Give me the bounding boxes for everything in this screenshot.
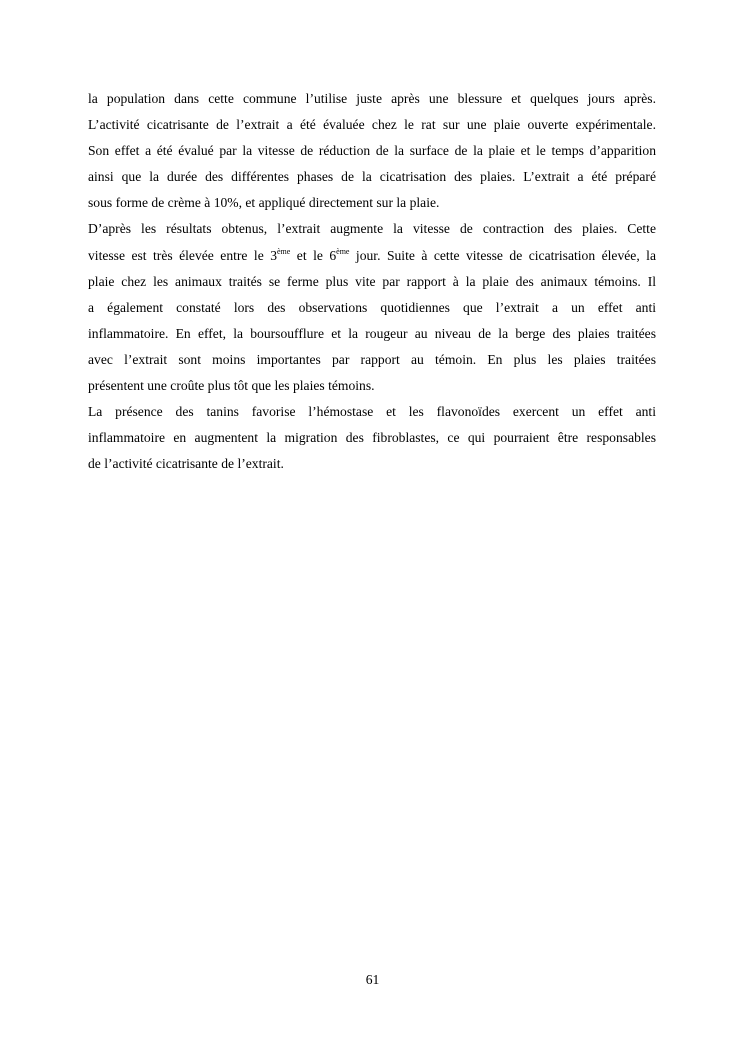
paragraph-3 (88, 399, 656, 477)
text-line: avec l’extrait sont moins importantes par rapport au témoin. En plus les plaies traitées (88, 351, 656, 367)
text-line: Son effet a été évalué par la vitesse de réduction de la surface de la plaie et le temps d’apparition (88, 143, 656, 159)
text-line: la population dans cette commune l’utilise juste après une blessure et quelques jours après. (88, 91, 656, 106)
paragraph-1 (88, 86, 656, 216)
text-line: inflammatoire. En effet, la boursoufflure et la rougeur au niveau de la berge des plaies traitées (88, 325, 656, 341)
text-line: D’après les résultats obtenus, l’extrait augmente la vitesse de contraction des plaies. Cette (88, 221, 656, 237)
superscript: ème (336, 246, 350, 256)
text-line: L’activité cicatrisante de l’extrait a été évaluée chez le rat sur une plaie ouverte expérimentale. (88, 117, 656, 133)
paragraph-2 (88, 216, 656, 399)
text-fragment: vitesse est très élevée entre le 3 (88, 247, 277, 263)
text-fragment: et le 6 (290, 247, 337, 263)
text-line: inflammatoire en augmentent la migration des fibroblastes, ce qui pourraient être responsables (88, 430, 656, 446)
text-fragment: jour. Suite à cette vitesse de cicatrisation élevée, la (349, 247, 656, 263)
text-line: ainsi que la durée des différentes phases de la cicatrisation des plaies. L’extrait a été préparé (88, 169, 656, 185)
document-body (88, 86, 656, 477)
text-line: a également constaté lors des observations quotidiennes que l’extrait a un effet anti (88, 299, 656, 315)
text-line: de l’activité cicatrisante de l’extrait. (88, 456, 284, 472)
page-number: 61 (365, 972, 380, 987)
text-line: La présence des tanins favorise l’hémostase et les flavonoïdes exercent un effet anti (88, 404, 656, 420)
text-line: plaie chez les animaux traités se ferme plus vite par rapport à la plaie des animaux témoins. Il (88, 273, 656, 289)
text-line: présentent une croûte plus tôt que les plaies témoins. (88, 378, 375, 394)
text-line: sous forme de crème à 10%, et appliqué directement sur la plaie. (88, 195, 440, 211)
superscript: ème (277, 246, 291, 256)
text-line-with-superscripts (88, 243, 656, 269)
